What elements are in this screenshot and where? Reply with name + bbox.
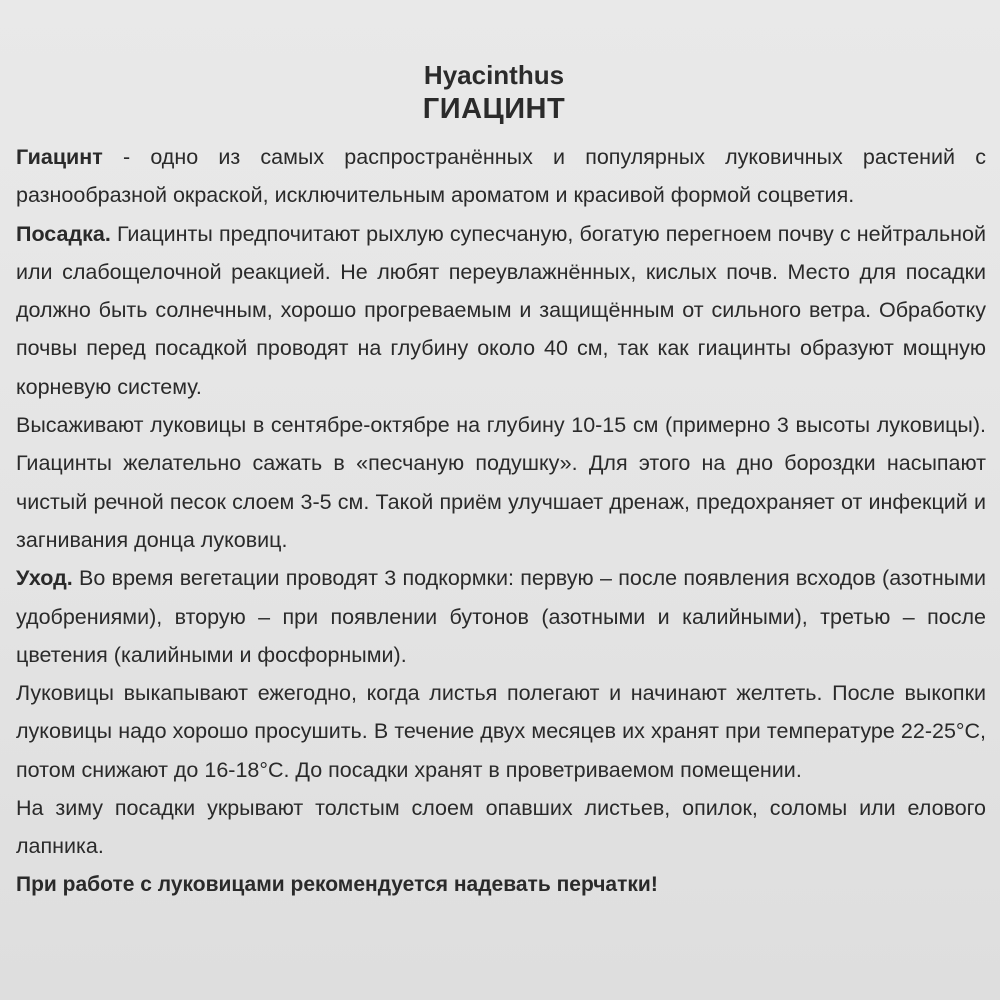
paragraph-care: [16, 559, 986, 674]
paragraph-planting: [16, 215, 986, 406]
lead-care: Уход.: [16, 566, 73, 591]
header: [2, 60, 986, 128]
warning-note: При работе с луковицами рекомендуется надевать перчатки!: [16, 872, 658, 896]
paragraph-planting-details: Высаживают луковицы в сентябре-октябре на глубину 10-15 см (примерно 3 высоты луковицы). Гиацинты желательно сажать в «песчаную подушку». Для этого на дно бороздки насыпают чистый речной песок слоем 3-5 см. Такой приём улучшает дренаж, предохраняет от инфекций и загнивания донца луковиц.: [16, 413, 986, 552]
paragraph-intro: [16, 138, 986, 215]
lead-intro: Гиацинт: [16, 145, 103, 169]
text-intro: - одно из самых распространённых и популярных луковичных растений с разнообразной окраской, исключительным ароматом и красивой формой соцветия.: [16, 145, 986, 208]
title-latin: Hyacinthus: [423, 60, 565, 90]
paragraph-digging: Луковицы выкапывают ежегодно, когда листья полегают и начинают желтеть. После выкопки луковицы надо хорошо просушить. В течение двух месяцев их хранят при температуре 22-25°C, потом снижают до 16-18°C. До посадки хранят в проветриваемом помещении.: [16, 681, 986, 782]
lead-planting: Посадка.: [16, 221, 111, 246]
text-planting: Гиацинты предпочитают рыхлую супесчаную, богатую перегноем почву с нейтральной или слабощелочной реакцией. Не любят переувлажнённых, кислых почв. Место для посадки должно быть солнечным, хорошо прогреваемым и защищённым от сильного ветра. Обработку почвы перед посадкой проводят на глубину около 40 см, так как гиацинты образуют мощную корневую систему.: [16, 221, 986, 399]
text-care: Во время вегетации проводят 3 подкормки: первую – после появления всходов (азотными удобрениями), вторую – при появлении бутонов (азотными и калийными), третью – после цветения (калийными и фосфорными).: [16, 566, 986, 667]
title-russian: ГИАЦИНТ: [422, 93, 566, 125]
instruction-body: [16, 138, 986, 904]
paragraph-winter: На зиму посадки укрывают толстым слоем опавших листьев, опилок, соломы или елового лапника.: [16, 796, 986, 859]
